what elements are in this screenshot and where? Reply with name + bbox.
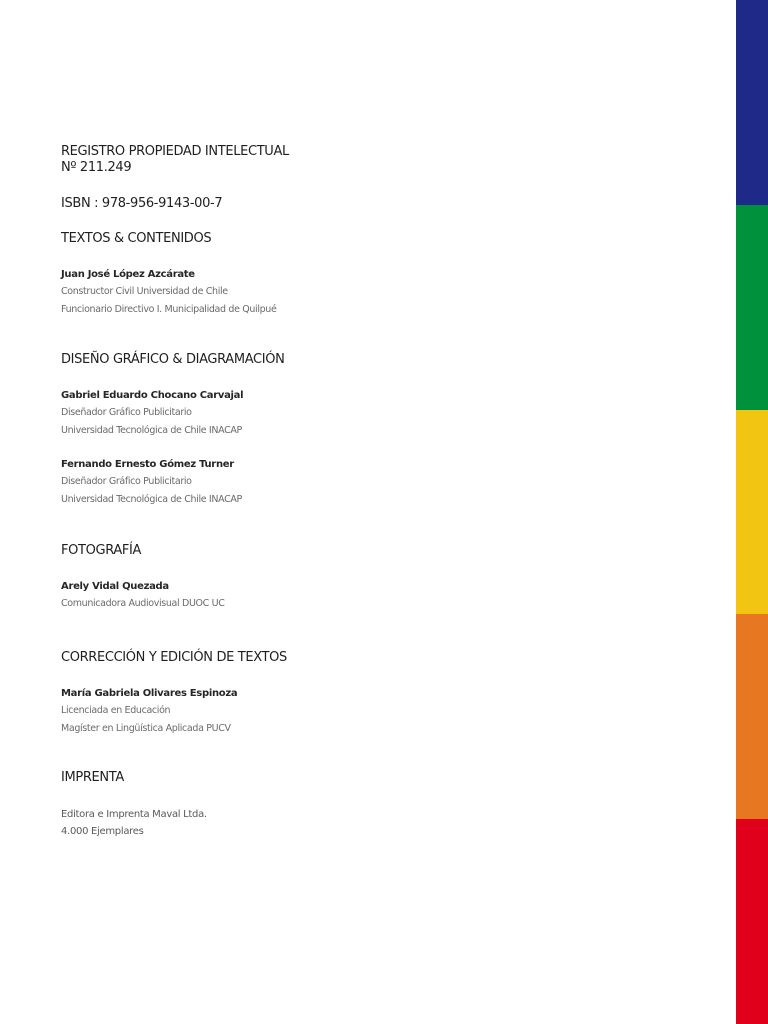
imprenta-section [61, 770, 124, 786]
correccion-credit [61, 685, 237, 737]
isbn-text: ISBN : 978-956-9143-00-7 [61, 196, 223, 211]
stripe-blue [736, 0, 768, 205]
printer-name: Editora e Imprenta Maval Ltda. [61, 809, 207, 820]
credit-detail: Diseñador Gráfico Publicitario [61, 476, 192, 487]
credit-name: Gabriel Eduardo Chocano Carvajal [61, 390, 244, 401]
registro-block [61, 144, 289, 176]
diseno-section [61, 352, 284, 368]
credit-name: Arely Vidal Quezada [61, 581, 169, 592]
credit-detail: Universidad Tecnológica de Chile INACAP [61, 493, 242, 505]
fotografia-credit [61, 578, 225, 613]
stripe-orange [736, 614, 768, 819]
isbn-block [61, 196, 222, 212]
credit-detail: Licenciada en Educación [61, 705, 171, 716]
imprenta-credit [61, 806, 207, 840]
fotografia-heading: FOTOGRAFÍA [61, 543, 142, 558]
diseno-credit-2 [61, 456, 242, 508]
diseno-heading: DISEÑO GRÁFICO & DIAGRAMACIÓN [61, 352, 285, 367]
credit-detail: Funcionario Directivo I. Municipalidad de Quilpué [61, 303, 277, 315]
credit-detail: Constructor Civil Universidad de Chile [61, 286, 228, 297]
diseno-credit-1 [61, 387, 243, 439]
credit-name: María Gabriela Olivares Espinoza [61, 688, 238, 699]
stripe-green [736, 205, 768, 410]
credit-detail: Universidad Tecnológica de Chile INACAP [61, 424, 242, 436]
textos-heading: TEXTOS & CONTENIDOS [61, 231, 212, 246]
registro-title: REGISTRO PROPIEDAD INTELECTUAL [61, 144, 289, 159]
correccion-section [61, 650, 287, 666]
credit-detail: Diseñador Gráfico Publicitario [61, 407, 192, 418]
credit-name: Juan José López Azcárate [61, 269, 195, 280]
registro-number: Nº 211.249 [61, 160, 132, 175]
textos-credit [61, 266, 276, 318]
color-stripe-bar [736, 0, 768, 1024]
correccion-heading: CORRECCIÓN Y EDICIÓN DE TEXTOS [61, 650, 287, 665]
credit-name: Fernando Ernesto Gómez Turner [61, 459, 234, 470]
credit-detail: Comunicadora Audiovisual DUOC UC [61, 598, 225, 609]
print-run: 4.000 Ejemplares [61, 826, 144, 837]
credit-detail: Magíster en Lingüística Aplicada PUCV [61, 722, 231, 734]
stripe-yellow [736, 410, 768, 615]
fotografia-section [61, 543, 141, 559]
imprenta-heading: IMPRENTA [61, 770, 124, 785]
stripe-red [736, 819, 768, 1024]
textos-section [61, 231, 211, 247]
